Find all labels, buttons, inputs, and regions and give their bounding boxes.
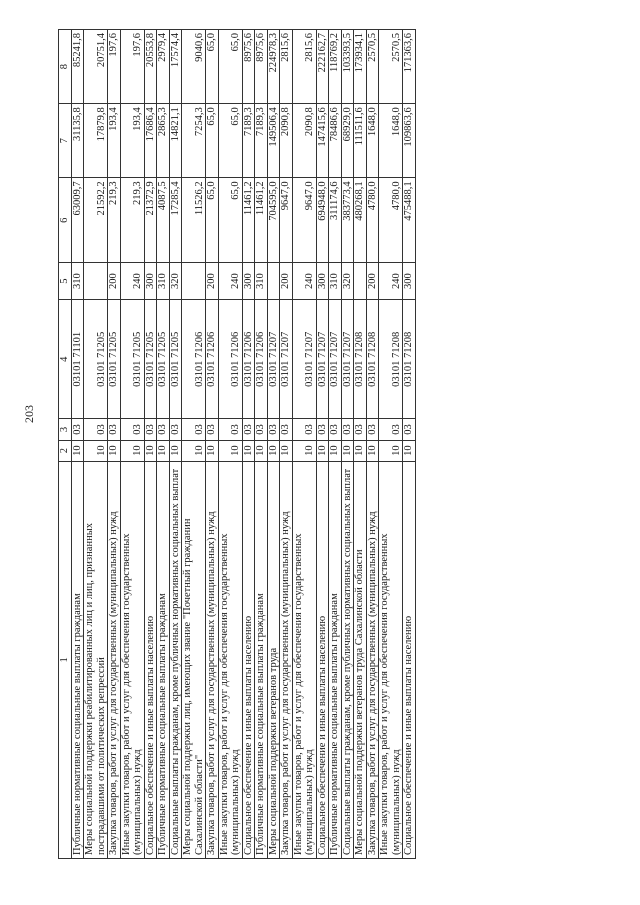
table-row bbox=[120, 30, 144, 859]
amount-col8: 2815,6 bbox=[280, 30, 293, 104]
amount-col6: 17285,4 bbox=[169, 178, 182, 263]
section-code: 10 bbox=[157, 440, 170, 461]
col-header: 2 bbox=[59, 440, 72, 461]
subsection-code: 03 bbox=[316, 419, 329, 440]
section-code: 10 bbox=[292, 440, 316, 461]
subsection-code: 03 bbox=[144, 419, 157, 440]
amount-col8: 65,0 bbox=[218, 30, 242, 104]
section-code: 10 bbox=[329, 440, 342, 461]
expense-type: 240 bbox=[218, 263, 242, 300]
amount-col7: 193,4 bbox=[108, 104, 121, 178]
amount-col8: 2570,5 bbox=[379, 30, 403, 104]
table-row bbox=[280, 30, 293, 859]
amount-col6: 704595,0 bbox=[267, 178, 280, 263]
amount-col8: 20751,4 bbox=[84, 30, 108, 104]
header-row bbox=[59, 30, 72, 859]
row-name: Социальные выплаты гражданам, кроме публичных нормативных социальных выплат bbox=[169, 461, 182, 858]
row-name: Социальные выплаты гражданам, кроме публичных нормативных социальных выплат bbox=[341, 461, 354, 858]
table-row bbox=[255, 30, 268, 859]
row-name: Закупка товаров, работ и услуг для государственных (муниципальных) нужд bbox=[206, 461, 219, 858]
expense-type: 300 bbox=[144, 263, 157, 300]
row-name: Иные закупки товаров, работ и услуг для обеспечения государственных (муниципальных) нужд bbox=[379, 461, 403, 858]
target-article: 03101 71101 bbox=[71, 300, 84, 419]
target-article: 03101 71205 bbox=[144, 300, 157, 419]
table-row bbox=[329, 30, 342, 859]
target-article: 03101 71205 bbox=[84, 300, 108, 419]
subsection-code: 03 bbox=[379, 419, 403, 440]
amount-col6: 9647,0 bbox=[292, 178, 316, 263]
subsection-code: 03 bbox=[84, 419, 108, 440]
section-code: 10 bbox=[206, 440, 219, 461]
amount-col7: 65,0 bbox=[218, 104, 242, 178]
amount-col8: 9040,6 bbox=[182, 30, 206, 104]
expense-type bbox=[182, 263, 206, 300]
target-article: 03101 71207 bbox=[341, 300, 354, 419]
section-code: 10 bbox=[218, 440, 242, 461]
target-article: 03101 71205 bbox=[157, 300, 170, 419]
table-row bbox=[316, 30, 329, 859]
amount-col7: 68929,0 bbox=[341, 104, 354, 178]
amount-col8: 197,6 bbox=[108, 30, 121, 104]
row-name: Иные закупки товаров, работ и услуг для обеспечения государственных (муниципальных) нужд bbox=[218, 461, 242, 858]
amount-col6: 11461,2 bbox=[255, 178, 268, 263]
table-row bbox=[144, 30, 157, 859]
subsection-code: 03 bbox=[292, 419, 316, 440]
subsection-code: 03 bbox=[329, 419, 342, 440]
subsection-code: 03 bbox=[157, 419, 170, 440]
section-code: 10 bbox=[316, 440, 329, 461]
amount-col7: 149506,4 bbox=[267, 104, 280, 178]
subsection-code: 03 bbox=[182, 419, 206, 440]
amount-col7: 2090,8 bbox=[280, 104, 293, 178]
subsection-code: 03 bbox=[71, 419, 84, 440]
col-header: 4 bbox=[59, 300, 72, 419]
row-name: Меры социальной поддержки ветеранов труда Сахалинской области bbox=[354, 461, 367, 858]
row-name: Социальное обеспечение и иные выплаты населению bbox=[403, 461, 416, 858]
row-name: Публичные нормативные социальные выплаты гражданам bbox=[329, 461, 342, 858]
amount-col6: 21372,9 bbox=[144, 178, 157, 263]
row-name: Меры социальной поддержки лиц, имеющих звание "Почетный гражданин Сахалинской области" bbox=[182, 461, 206, 858]
amount-col8: 2570,5 bbox=[366, 30, 379, 104]
subsection-code: 03 bbox=[341, 419, 354, 440]
table-row bbox=[157, 30, 170, 859]
subsection-code: 03 bbox=[255, 419, 268, 440]
subsection-code: 03 bbox=[120, 419, 144, 440]
section-code: 10 bbox=[71, 440, 84, 461]
amount-col6: 11526,2 bbox=[182, 178, 206, 263]
table-row bbox=[341, 30, 354, 859]
amount-col7: 111511,6 bbox=[354, 104, 367, 178]
amount-col7: 2865,3 bbox=[157, 104, 170, 178]
amount-col8: 224978,3 bbox=[267, 30, 280, 104]
table-row bbox=[242, 30, 255, 859]
amount-col6: 694948,0 bbox=[316, 178, 329, 263]
amount-col6: 65,0 bbox=[218, 178, 242, 263]
expense-type: 200 bbox=[280, 263, 293, 300]
amount-col7: 78486,6 bbox=[329, 104, 342, 178]
row-name: Меры социальной поддержки реабилитированных лиц и лиц, признанных пострадавшими от политических репрессий bbox=[84, 461, 108, 858]
target-article: 03101 71208 bbox=[403, 300, 416, 419]
row-name: Публичные нормативные социальные выплаты гражданам bbox=[157, 461, 170, 858]
expense-type: 310 bbox=[255, 263, 268, 300]
row-name: Меры социальной поддержки ветеранов труда bbox=[267, 461, 280, 858]
amount-col8: 20553,8 bbox=[144, 30, 157, 104]
amount-col8: 8975,6 bbox=[242, 30, 255, 104]
amount-col7: 147415,6 bbox=[316, 104, 329, 178]
section-code: 10 bbox=[182, 440, 206, 461]
amount-col8: 103393,5 bbox=[341, 30, 354, 104]
target-article: 03101 71207 bbox=[316, 300, 329, 419]
subsection-code: 03 bbox=[206, 419, 219, 440]
row-name: Публичные нормативные социальные выплаты гражданам bbox=[71, 461, 84, 858]
section-code: 10 bbox=[379, 440, 403, 461]
subsection-code: 03 bbox=[108, 419, 121, 440]
expense-type: 320 bbox=[169, 263, 182, 300]
expense-type: 300 bbox=[316, 263, 329, 300]
amount-col7: 14821,1 bbox=[169, 104, 182, 178]
col-header: 7 bbox=[59, 104, 72, 178]
subsection-code: 03 bbox=[366, 419, 379, 440]
amount-col6: 480268,1 bbox=[354, 178, 367, 263]
amount-col6: 4780,0 bbox=[379, 178, 403, 263]
amount-col8: 173934,1 bbox=[354, 30, 367, 104]
row-name: Социальное обеспечение и иные выплаты населению bbox=[242, 461, 255, 858]
target-article: 03101 71208 bbox=[379, 300, 403, 419]
target-article: 03101 71205 bbox=[120, 300, 144, 419]
row-name: Иные закупки товаров, работ и услуг для обеспечения государственных (муниципальных) нужд bbox=[292, 461, 316, 858]
expense-type: 310 bbox=[329, 263, 342, 300]
amount-col6: 9647,0 bbox=[280, 178, 293, 263]
target-article: 03101 71206 bbox=[182, 300, 206, 419]
amount-col6: 21592,2 bbox=[84, 178, 108, 263]
subsection-code: 03 bbox=[242, 419, 255, 440]
amount-col7: 1648,0 bbox=[379, 104, 403, 178]
table-row bbox=[366, 30, 379, 859]
amount-col6: 65,0 bbox=[206, 178, 219, 263]
table-row bbox=[292, 30, 316, 859]
amount-col7: 31135,8 bbox=[71, 104, 84, 178]
amount-col8: 2815,6 bbox=[292, 30, 316, 104]
target-article: 03101 71206 bbox=[206, 300, 219, 419]
col-header: 1 bbox=[59, 461, 72, 858]
target-article: 03101 71207 bbox=[280, 300, 293, 419]
table-row bbox=[108, 30, 121, 859]
row-name: Публичные нормативные социальные выплаты гражданам bbox=[255, 461, 268, 858]
table-row bbox=[71, 30, 84, 859]
amount-col8: 222162,7 bbox=[316, 30, 329, 104]
section-code: 10 bbox=[366, 440, 379, 461]
col-header: 5 bbox=[59, 263, 72, 300]
amount-col8: 8975,6 bbox=[255, 30, 268, 104]
amount-col7: 193,4 bbox=[120, 104, 144, 178]
table-row bbox=[84, 30, 108, 859]
amount-col8: 118769,2 bbox=[329, 30, 342, 104]
amount-col7: 7189,3 bbox=[242, 104, 255, 178]
table-row bbox=[206, 30, 219, 859]
amount-col8: 2979,4 bbox=[157, 30, 170, 104]
target-article: 03101 71208 bbox=[354, 300, 367, 419]
target-article: 03101 71205 bbox=[108, 300, 121, 419]
subsection-code: 03 bbox=[218, 419, 242, 440]
row-name: Социальное обеспечение и иные выплаты населению bbox=[316, 461, 329, 858]
amount-col7: 1648,0 bbox=[366, 104, 379, 178]
expense-type: 310 bbox=[71, 263, 84, 300]
budget-table bbox=[58, 29, 416, 859]
expense-type bbox=[354, 263, 367, 300]
expense-type: 200 bbox=[108, 263, 121, 300]
expense-type bbox=[267, 263, 280, 300]
expense-type: 200 bbox=[366, 263, 379, 300]
amount-col7: 7189,3 bbox=[255, 104, 268, 178]
subsection-code: 03 bbox=[403, 419, 416, 440]
target-article: 03101 71206 bbox=[255, 300, 268, 419]
expense-type bbox=[84, 263, 108, 300]
target-article: 03101 71208 bbox=[366, 300, 379, 419]
amount-col6: 4087,5 bbox=[157, 178, 170, 263]
subsection-code: 03 bbox=[280, 419, 293, 440]
subsection-code: 03 bbox=[169, 419, 182, 440]
row-name: Закупка товаров, работ и услуг для государственных (муниципальных) нужд bbox=[280, 461, 293, 858]
table-row bbox=[354, 30, 367, 859]
amount-col8: 17574,4 bbox=[169, 30, 182, 104]
amount-col6: 63009,7 bbox=[71, 178, 84, 263]
subsection-code: 03 bbox=[267, 419, 280, 440]
section-code: 10 bbox=[255, 440, 268, 461]
table-row bbox=[403, 30, 416, 859]
table-row bbox=[218, 30, 242, 859]
section-code: 10 bbox=[242, 440, 255, 461]
amount-col8: 171363,6 bbox=[403, 30, 416, 104]
section-code: 10 bbox=[354, 440, 367, 461]
amount-col8: 197,6 bbox=[120, 30, 144, 104]
row-name: Закупка товаров, работ и услуг для государственных (муниципальных) нужд bbox=[366, 461, 379, 858]
section-code: 10 bbox=[280, 440, 293, 461]
section-code: 10 bbox=[108, 440, 121, 461]
amount-col7: 17879,8 bbox=[84, 104, 108, 178]
section-code: 10 bbox=[267, 440, 280, 461]
expense-type: 300 bbox=[242, 263, 255, 300]
section-code: 10 bbox=[169, 440, 182, 461]
expense-type: 240 bbox=[292, 263, 316, 300]
col-header: 8 bbox=[59, 30, 72, 104]
amount-col8: 65,0 bbox=[206, 30, 219, 104]
amount-col6: 383773,4 bbox=[341, 178, 354, 263]
target-article: 03101 71206 bbox=[242, 300, 255, 419]
row-name: Социальное обеспечение и иные выплаты населению bbox=[144, 461, 157, 858]
expense-type: 240 bbox=[120, 263, 144, 300]
amount-col8: 85241,8 bbox=[71, 30, 84, 104]
row-name: Иные закупки товаров, работ и услуг для обеспечения государственных (муниципальных) нужд bbox=[120, 461, 144, 858]
table-row bbox=[169, 30, 182, 859]
amount-col7: 109863,6 bbox=[403, 104, 416, 178]
target-article: 03101 71205 bbox=[169, 300, 182, 419]
expense-type: 240 bbox=[379, 263, 403, 300]
amount-col6: 475488,1 bbox=[403, 178, 416, 263]
col-header: 3 bbox=[59, 419, 72, 440]
target-article: 03101 71207 bbox=[292, 300, 316, 419]
section-code: 10 bbox=[341, 440, 354, 461]
amount-col6: 219,3 bbox=[120, 178, 144, 263]
amount-col7: 17686,4 bbox=[144, 104, 157, 178]
target-article: 03101 71206 bbox=[218, 300, 242, 419]
table-row bbox=[267, 30, 280, 859]
amount-col6: 11461,2 bbox=[242, 178, 255, 263]
target-article: 03101 71207 bbox=[267, 300, 280, 419]
rotated-page bbox=[58, 29, 628, 859]
expense-type: 320 bbox=[341, 263, 354, 300]
table-row bbox=[182, 30, 206, 859]
col-header: 6 bbox=[59, 178, 72, 263]
page-number: 203 bbox=[22, 405, 36, 423]
section-code: 10 bbox=[144, 440, 157, 461]
amount-col7: 7254,3 bbox=[182, 104, 206, 178]
expense-type: 310 bbox=[157, 263, 170, 300]
subsection-code: 03 bbox=[354, 419, 367, 440]
amount-col6: 311174,6 bbox=[329, 178, 342, 263]
target-article: 03101 71207 bbox=[329, 300, 342, 419]
amount-col7: 2090,8 bbox=[292, 104, 316, 178]
section-code: 10 bbox=[120, 440, 144, 461]
amount-col7: 65,0 bbox=[206, 104, 219, 178]
expense-type: 200 bbox=[206, 263, 219, 300]
section-code: 10 bbox=[84, 440, 108, 461]
table-row bbox=[379, 30, 403, 859]
amount-col6: 219,3 bbox=[108, 178, 121, 263]
amount-col6: 4780,0 bbox=[366, 178, 379, 263]
row-name: Закупка товаров, работ и услуг для государственных (муниципальных) нужд bbox=[108, 461, 121, 858]
expense-type: 300 bbox=[403, 263, 416, 300]
section-code: 10 bbox=[403, 440, 416, 461]
